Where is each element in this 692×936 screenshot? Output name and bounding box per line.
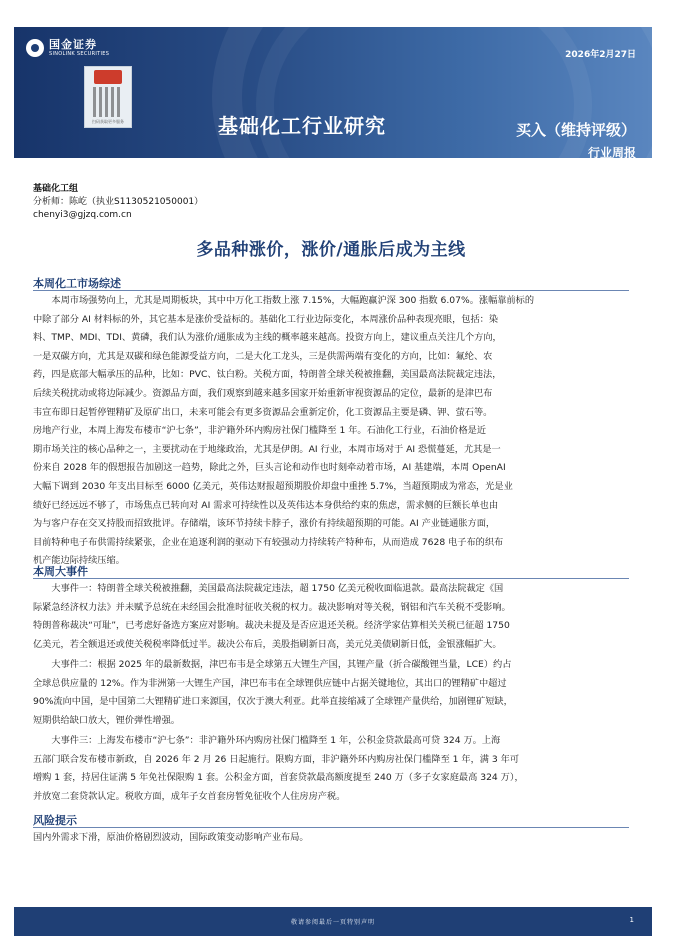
text-line: 全球总供应量的 12%。作为非洲第一大锂生产国，津巴布韦在全球锂供应链中占据关键地位，其出口的锂精矿中超过 <box>33 677 507 689</box>
text-line: 后续关税扰动或将边际减少。资源品方面，我们观察到越来越多国家开始重新审视资源品的定位，最新的是津巴布 <box>33 387 493 399</box>
report-sub-label: 证券研究报告 <box>599 164 636 171</box>
text-line: 绩好已经远远不够了，市场焦点已转向对 AI 需求可持续性以及英伟达本身供给约束的焦虑，需求侧的巨额长单也由 <box>33 499 499 511</box>
company-logo <box>26 39 109 57</box>
disclaimer-note: 敬请参阅最后一页特别声明 <box>290 919 375 926</box>
risk-paragraph <box>33 829 629 848</box>
text-line: 大事件三：上海发布楼市“沪七条”：非沪籍外环内购房社保门槛降至 1 年，公积金贷款最高可贷 324 万。上海 <box>51 735 501 746</box>
section-title-risk: 风险提示 <box>33 814 77 827</box>
text-line: 五部门联合发布楼市新政，自 2026 年 2 月 26 日起施行。限购方面，非沪籍外环内购房社保门槛降至 1 年，满 3 年可 <box>33 753 520 765</box>
text-line: 际紧急经济权力法》并未赋予总统在未经国会批准时征收关税的权力。裁决影响对等关税，钢铝和汽车关税不受影响。 <box>33 601 511 613</box>
section-title-events: 本周大事件 <box>33 565 88 578</box>
page-footer <box>14 907 652 936</box>
text-line: 本周市场强势向上，尤其是周期板块，其中中万化工指数上涨 7.15%，大幅跑赢沪深 300 指数 6.07%。涨幅靠前标的 <box>51 295 535 306</box>
text-line: 韦宣布即日起暂停锂精矿及原矿出口，未来可能会有更多资源品会重新定价，化工资源品主要是磷、钾、萤石等。 <box>33 406 493 418</box>
text-line: 大事件二：根据 2025 年的最新数据，津巴布韦是全球第五大锂生产国，其锂产量（折合碳酸锂当量，LCE）约占 <box>51 659 512 670</box>
qr-pattern-icon <box>93 87 123 117</box>
text-line: 并放宽二套贷款认定。税收方面，成年子女首套房暂免征收个人住房房产税。 <box>33 790 346 802</box>
text-line: 中除了部分 AI 材料标的外，其它基本是涨价受益标的。基础化工行业边际变化，本周涨价品种表现亮眼，包括：染 <box>33 313 499 325</box>
text-line: 期市场关注的核心品种之一，主要扰动在于地缘政治，尤其是伊朗。AI 行业，本周市场对于 AI 恐慌蔓延，尤其是一 <box>33 443 501 455</box>
market-paragraph <box>33 292 629 571</box>
text-line: 国内外需求下滑，原油价格剧烈波动，国际政策变动影响产业布局。 <box>33 832 309 843</box>
qr-code[interactable] <box>84 66 132 128</box>
logo-cn: 国金证券 <box>49 38 97 51</box>
page-number: 1 <box>629 916 634 924</box>
main-title: 多品种涨价，涨价/通胀后成为主线 <box>196 240 466 260</box>
report-date: 2026年2月27日 <box>565 50 636 60</box>
report-banner <box>14 27 652 171</box>
report-title: 基础化工行业研究 <box>218 114 386 138</box>
text-line: 90%流向中国，是中国第二大锂精矿进口来源国，仅次于澳大利亚。此举直接缩减了全球锂产量供给，加剧锂矿短缺， <box>33 696 513 708</box>
text-line: 大事件一：特朗普全球关税被推翻，美国最高法院裁定违法，超 1750 亿美元税收面临退款。最高法院裁定《国 <box>51 583 504 594</box>
text-line: 料、TMP、MDI、TDI、黄磷，我们认为涨价/通胀成为主线的概率越来越高。投资方向上，建议重点关注几个方向， <box>33 332 502 344</box>
event-one-paragraph <box>33 580 629 654</box>
logo-mark-icon <box>26 39 44 57</box>
logo-en: SINOLINK SECURITIES <box>49 51 110 57</box>
text-line: 增购 1 套，持居住证满 5 年免社保限购 1 套。公积金方面，首套贷款最高额度提至 240 万（多子女家庭最高 324 万）， <box>33 772 524 784</box>
analyst-info <box>33 183 203 222</box>
text-line: 特朗普称裁决“可耻”，已考虑好备选方案应对影响。裁决未提及是否应退还关税。经济学家估算相关关税已征超 1750 <box>33 620 510 632</box>
text-line: 目前特种电子布供需持续紧张，企业在追逐利润的驱动下有较强动力持续转产特种布，从而造成 7628 电子布的织布 <box>33 536 504 548</box>
text-line: 一是双碳方向，尤其是双碳和绿色能源受益方向，二是大化工龙头，三是供需两端有变化的方向，比如：氟纶、农 <box>33 350 493 362</box>
event-three-paragraph <box>33 732 629 806</box>
text-line: 药，四是底部大幅承压的品种，比如：PVC、钛白粉。关税方面，特朗普全球关税被推翻，美国最高法院裁定违法， <box>33 369 502 381</box>
text-line: 大幅下调到 2030 年支出目标至 6000 亿美元，英伟达财报超预期股价却盘中重挫 5.7%，当超预期成为常态，光是业 <box>33 480 513 492</box>
text-line: 亿美元，若全额退还或使关税税率降低过半。裁决公布后，美股指刷新日高，美元兑美债刷新日低，金银涨幅扩大。 <box>33 638 502 650</box>
rating-label: 买入（维持评级） <box>515 121 636 139</box>
text-line: 机产能边际持续压缩。 <box>33 555 125 567</box>
text-line: 短期供给缺口放大，锂价弹性增强。 <box>33 714 180 726</box>
research-group: 基础化工组 <box>33 184 79 194</box>
report-type: 行业周报 <box>587 146 636 160</box>
section-divider <box>33 578 629 579</box>
analyst-email[interactable]: chenyi3@gjzq.com.cn <box>33 210 132 220</box>
text-line: 房地产行业，本周上海发布楼市“沪七条”，非沪籍外环内购房社保门槛降至 1 年。石油化工行业，石油价格是近 <box>33 425 487 437</box>
analyst-line: 分析师：陈屹（执业S1130521050001） <box>33 197 204 207</box>
qr-badge-icon <box>94 70 122 84</box>
section-divider <box>33 827 629 828</box>
text-line: 为与客户存在交叉持股而招致批评。存储端，该环节持续卡脖子，涨价有持续超预期的可能。AI 产业链通胀方面， <box>33 518 496 530</box>
qr-caption: 扫码获取更多服务 <box>92 119 124 124</box>
section-divider <box>33 290 629 291</box>
text-line: 份来自 2028 年的假想报告加剧这一趋势，除此之外，巨头言论和动作也时刻牵动着市场，AI 基建端，本周 OpenAI <box>33 462 506 474</box>
section-title-market: 本周化工市场综述 <box>33 277 121 290</box>
event-two-paragraph <box>33 656 629 730</box>
